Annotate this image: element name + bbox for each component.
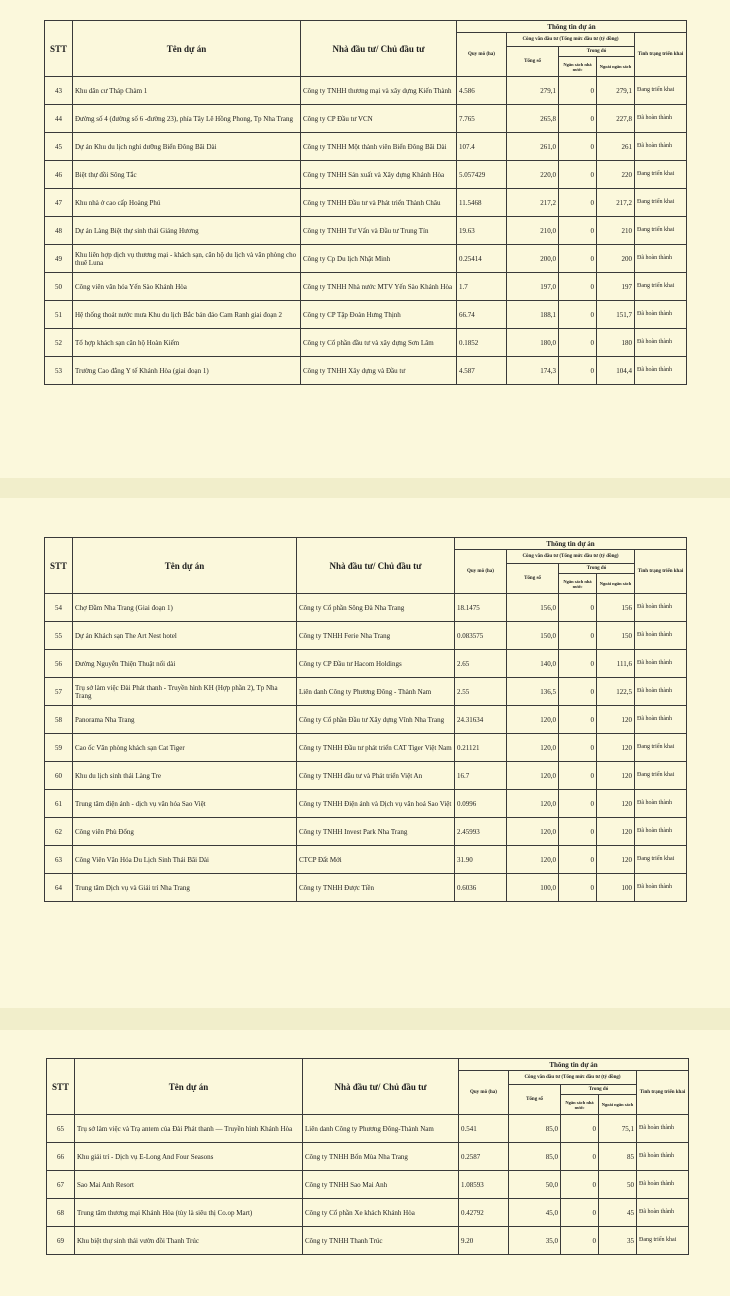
row-stt: 57	[45, 678, 73, 706]
row-status: Đã hoàn thành	[635, 874, 687, 902]
row-status: Đã hoàn thành	[635, 594, 687, 622]
page-gap	[0, 478, 730, 498]
row-total: 140,0	[507, 650, 559, 678]
row-total: 120,0	[507, 762, 559, 790]
row-investor: Công ty Cổ phần Đầu tư Xây dựng Vĩnh Nha Trang	[297, 706, 455, 734]
row-stt: 67	[47, 1171, 75, 1199]
row-status: Đang triển khai	[635, 846, 687, 874]
row-project-name: Dự án Làng Biệt thự sinh thái Giáng Hương	[73, 217, 301, 245]
row-project-name: Dự án Khách sạn The Art Nest hotel	[73, 622, 297, 650]
row-total: 200,0	[507, 245, 559, 273]
table-row	[45, 734, 687, 762]
table-row	[45, 650, 687, 678]
row-investor: Công ty TNHH Điện ảnh và Dịch vụ văn hoá Sao Việt	[297, 790, 455, 818]
row-state-budget: 0	[561, 1143, 599, 1171]
row-investor: Liên danh Công ty Phương Đông - Thành Nam	[297, 678, 455, 706]
row-stt: 51	[45, 301, 73, 329]
row-total: 120,0	[507, 790, 559, 818]
row-non-state-budget: 120	[597, 706, 635, 734]
row-status: Đang triển khai	[635, 161, 687, 189]
row-project-name: Trụ sở làm việc Đài Phát thanh - Truyền hình KH (Hợp phần 2), Tp Nha Trang	[73, 678, 297, 706]
table-row	[45, 874, 687, 902]
row-total: 279,1	[507, 77, 559, 105]
row-investor: Công ty Cổ phần đầu tư và xây dựng Sơn Lâm	[301, 329, 457, 357]
row-area: 4.587	[457, 357, 507, 385]
row-project-name: Đường số 4 (đường số 6 -đường 23), phía Tây Lê Hồng Phong, Tp Nha Trang	[73, 105, 301, 133]
row-non-state-budget: 111,6	[597, 650, 635, 678]
row-non-state-budget: 45	[599, 1199, 637, 1227]
row-project-name: Trung tâm điện ảnh - dịch vụ văn hóa Sao Việt	[73, 790, 297, 818]
row-project-name: Tổ hợp khách sạn căn hộ Hoàn Kiếm	[73, 329, 301, 357]
row-total: 217,2	[507, 189, 559, 217]
row-status: Đang triển khai	[635, 217, 687, 245]
row-total: 120,0	[507, 706, 559, 734]
table-row	[45, 105, 687, 133]
row-status: Đã hoàn thành	[635, 133, 687, 161]
row-non-state-budget: 85	[599, 1143, 637, 1171]
row-status: Đã hoàn thành	[637, 1171, 689, 1199]
row-status: Đang triển khai	[637, 1227, 689, 1255]
of-which-header: Trong đó	[561, 1085, 637, 1095]
table-row	[45, 846, 687, 874]
row-state-budget: 0	[559, 329, 597, 357]
row-stt: 55	[45, 622, 73, 650]
row-status: Đã hoàn thành	[635, 357, 687, 385]
row-project-name: Cao ốc Văn phòng khách sạn Cat Tiger	[73, 734, 297, 762]
row-project-name: Panorama Nha Trang	[73, 706, 297, 734]
table-row	[45, 77, 687, 105]
row-state-budget: 0	[559, 706, 597, 734]
row-state-budget: 0	[559, 790, 597, 818]
row-project-name: Trung tâm Dịch vụ và Giải trí Nha Trang	[73, 874, 297, 902]
row-area: 7.765	[457, 105, 507, 133]
row-state-budget: 0	[559, 245, 597, 273]
row-area: 24.31634	[455, 706, 507, 734]
table-row	[45, 594, 687, 622]
row-state-budget: 0	[561, 1227, 599, 1255]
table-row	[45, 217, 687, 245]
stt-header: STT	[45, 21, 73, 77]
row-total: 120,0	[507, 846, 559, 874]
row-project-name: Sao Mai Anh Resort	[75, 1171, 303, 1199]
row-non-state-budget: 227,8	[597, 105, 635, 133]
area-header: Quy mô (ha)	[459, 1071, 509, 1115]
row-stt: 59	[45, 734, 73, 762]
investor-header: Nhà đầu tư/ Chủ đầu tư	[297, 538, 455, 594]
row-investor: Công ty TNHH Sao Mai Anh	[303, 1171, 459, 1199]
row-state-budget: 0	[559, 734, 597, 762]
row-project-name: Hệ thống thoát nước mưa Khu du lịch Bắc bán đảo Cam Ranh giai đoạn 2	[73, 301, 301, 329]
row-stt: 69	[47, 1227, 75, 1255]
investment-header: Công văn đầu tư (Tổng mức đầu tư (tỷ đồng)	[507, 33, 635, 47]
row-area: 0.21121	[455, 734, 507, 762]
row-total: 174,3	[507, 357, 559, 385]
table-row	[45, 818, 687, 846]
row-total: 265,8	[507, 105, 559, 133]
row-investor: Công ty TNHH Tư Vấn và Đầu tư Trung Tín	[301, 217, 457, 245]
row-stt: 47	[45, 189, 73, 217]
row-status: Đang triển khai	[635, 734, 687, 762]
row-area: 1.08593	[459, 1171, 509, 1199]
row-total: 50,0	[509, 1171, 561, 1199]
row-total: 156,0	[507, 594, 559, 622]
table-row	[45, 678, 687, 706]
row-area: 0.0996	[455, 790, 507, 818]
row-total: 45,0	[509, 1199, 561, 1227]
table-row	[47, 1227, 689, 1255]
row-non-state-budget: 279,1	[597, 77, 635, 105]
project-info-header: Thông tin dự án	[455, 538, 687, 550]
row-project-name: Khu biệt thự sinh thái vườn đồi Thanh Trúc	[75, 1227, 303, 1255]
table-row	[45, 706, 687, 734]
row-status: Đã hoàn thành	[635, 622, 687, 650]
row-non-state-budget: 50	[599, 1171, 637, 1199]
row-area: 0.541	[459, 1115, 509, 1143]
row-project-name: Trung tâm thương mại Khánh Hòa (tùy là siêu thị Co.op Mart)	[75, 1199, 303, 1227]
row-project-name: Trụ sở làm việc và Trạ antem của Đài Phát thanh — Truyền hình Khánh Hòa	[75, 1115, 303, 1143]
investment-header: Công văn đầu tư (Tổng mức đầu tư (tỷ đồng)	[509, 1071, 637, 1085]
row-investor: Công ty TNHH Một thành viên Biển Đông Bãi Dài	[301, 133, 457, 161]
project-name-header: Tên dự án	[73, 21, 301, 77]
row-status: Đang triển khai	[635, 762, 687, 790]
row-state-budget: 0	[559, 133, 597, 161]
row-area: 66.74	[457, 301, 507, 329]
row-total: 180,0	[507, 329, 559, 357]
row-investor: Công ty TNHH đầu tư và Phát triển Việt An	[297, 762, 455, 790]
row-non-state-budget: 220	[597, 161, 635, 189]
row-stt: 50	[45, 273, 73, 301]
row-area: 11.5468	[457, 189, 507, 217]
row-non-state-budget: 151,7	[597, 301, 635, 329]
row-status: Đã hoàn thành	[635, 650, 687, 678]
area-header: Quy mô (ha)	[457, 33, 507, 77]
row-investor: Công ty CP Tập Đoàn Hưng Thịnh	[301, 301, 457, 329]
row-project-name: Khu dân cư Tháp Chàm 1	[73, 77, 301, 105]
row-state-budget: 0	[559, 622, 597, 650]
row-total: 35,0	[509, 1227, 561, 1255]
row-total: 85,0	[509, 1143, 561, 1171]
row-total: 188,1	[507, 301, 559, 329]
total-header: Tổng số	[507, 564, 559, 594]
state-budget-header: Ngân sách nhà nước	[559, 57, 597, 77]
row-investor: Công ty TNHH Invest Park Nha Trang	[297, 818, 455, 846]
row-non-state-budget: 200	[597, 245, 635, 273]
row-state-budget: 0	[559, 846, 597, 874]
project-table-3	[46, 1058, 689, 1255]
row-state-budget: 0	[559, 273, 597, 301]
row-state-budget: 0	[559, 818, 597, 846]
project-info-header: Thông tin dự án	[457, 21, 687, 33]
row-state-budget: 0	[559, 874, 597, 902]
row-status: Đang triển khai	[635, 77, 687, 105]
row-project-name: Khu giải trí - Dịch vụ E-Long And Four Seasons	[75, 1143, 303, 1171]
area-header: Quy mô (ha)	[455, 550, 507, 594]
row-non-state-budget: 100	[597, 874, 635, 902]
row-stt: 61	[45, 790, 73, 818]
row-status: Đã hoàn thành	[637, 1115, 689, 1143]
row-investor: Công ty CP Đầu tư VCN	[301, 105, 457, 133]
total-header: Tổng số	[509, 1085, 561, 1115]
row-stt: 66	[47, 1143, 75, 1171]
row-area: 1.7	[457, 273, 507, 301]
row-investor: Công ty TNHH Thanh Trúc	[303, 1227, 459, 1255]
row-status: Đang triển khai	[635, 189, 687, 217]
status-header: Tình trạng triển khai	[637, 1071, 689, 1115]
row-non-state-budget: 217,2	[597, 189, 635, 217]
row-area: 5.057429	[457, 161, 507, 189]
row-non-state-budget: 180	[597, 329, 635, 357]
state-budget-header: Ngân sách nhà nước	[559, 574, 597, 594]
row-status: Đã hoàn thành	[635, 301, 687, 329]
row-project-name: Chợ Đầm Nha Trang (Giai đoạn 1)	[73, 594, 297, 622]
row-state-budget: 0	[561, 1115, 599, 1143]
row-non-state-budget: 156	[597, 594, 635, 622]
row-state-budget: 0	[559, 650, 597, 678]
row-total: 120,0	[507, 818, 559, 846]
row-investor: Công ty TNHH Sản xuất và Xây dựng Khánh Hòa	[301, 161, 457, 189]
table-row	[45, 245, 687, 273]
row-status: Đã hoàn thành	[635, 245, 687, 273]
row-state-budget: 0	[561, 1171, 599, 1199]
row-area: 0.6036	[455, 874, 507, 902]
table-row	[45, 329, 687, 357]
row-area: 2.45993	[455, 818, 507, 846]
table-row	[45, 189, 687, 217]
row-investor: Công ty TNHH Ferie Nha Trang	[297, 622, 455, 650]
row-stt: 62	[45, 818, 73, 846]
non-state-budget-header: Ngoài ngân sách	[597, 57, 635, 77]
row-status: Đã hoàn thành	[635, 706, 687, 734]
row-area: 107.4	[457, 133, 507, 161]
project-info-header: Thông tin dự án	[459, 1059, 689, 1071]
row-total: 120,0	[507, 734, 559, 762]
row-area: 19.63	[457, 217, 507, 245]
row-total: 197,0	[507, 273, 559, 301]
row-area: 18.1475	[455, 594, 507, 622]
row-project-name: Khu liên hợp dịch vụ thương mại - khách sạn, căn hộ du lịch và văn phòng cho thuê Luna	[73, 245, 301, 273]
row-stt: 60	[45, 762, 73, 790]
row-non-state-budget: 75,1	[599, 1115, 637, 1143]
row-investor: Công ty Cổ phần Sông Đà Nha Trang	[297, 594, 455, 622]
row-stt: 46	[45, 161, 73, 189]
row-project-name: Trường Cao đẳng Y tế Khánh Hòa (giai đoạn 1)	[73, 357, 301, 385]
row-non-state-budget: 120	[597, 790, 635, 818]
stt-header: STT	[47, 1059, 75, 1115]
table-row	[45, 622, 687, 650]
row-total: 261,0	[507, 133, 559, 161]
row-stt: 43	[45, 77, 73, 105]
row-project-name: Công Viên Văn Hóa Du Lịch Sinh Thái Bãi Dài	[73, 846, 297, 874]
row-stt: 52	[45, 329, 73, 357]
table-row	[45, 762, 687, 790]
row-investor: Công ty Cp Du lịch Nhật Minh	[301, 245, 457, 273]
row-stt: 68	[47, 1199, 75, 1227]
row-project-name: Biệt thự đồi Sông Tắc	[73, 161, 301, 189]
row-area: 16.7	[455, 762, 507, 790]
row-stt: 44	[45, 105, 73, 133]
row-non-state-budget: 122,5	[597, 678, 635, 706]
row-investor: Công ty TNHH Xây dựng và Đầu tư	[301, 357, 457, 385]
row-stt: 49	[45, 245, 73, 273]
stt-header: STT	[45, 538, 73, 594]
row-state-budget: 0	[559, 217, 597, 245]
row-project-name: Công viên Phù Đổng	[73, 818, 297, 846]
row-area: 0.083575	[455, 622, 507, 650]
status-header: Tình trạng triển khai	[635, 33, 687, 77]
row-project-name: Công viên văn hóa Yến Sào Khánh Hòa	[73, 273, 301, 301]
table-row	[45, 273, 687, 301]
row-non-state-budget: 35	[599, 1227, 637, 1255]
row-stt: 64	[45, 874, 73, 902]
row-stt: 65	[47, 1115, 75, 1143]
table-row	[45, 790, 687, 818]
project-name-header: Tên dự án	[75, 1059, 303, 1115]
investment-header: Công văn đầu tư (Tổng mức đầu tư (tỷ đồng)	[507, 550, 635, 564]
row-project-name: Khu nhà ở cao cấp Hoàng Phú	[73, 189, 301, 217]
row-status: Đang triển khai	[635, 273, 687, 301]
row-total: 85,0	[509, 1115, 561, 1143]
row-non-state-budget: 104,4	[597, 357, 635, 385]
row-state-budget: 0	[559, 77, 597, 105]
row-total: 210,0	[507, 217, 559, 245]
row-state-budget: 0	[559, 105, 597, 133]
row-area: 31.90	[455, 846, 507, 874]
row-non-state-budget: 120	[597, 762, 635, 790]
row-state-budget: 0	[559, 161, 597, 189]
row-non-state-budget: 261	[597, 133, 635, 161]
investor-header: Nhà đầu tư/ Chủ đầu tư	[303, 1059, 459, 1115]
row-stt: 48	[45, 217, 73, 245]
row-state-budget: 0	[559, 357, 597, 385]
project-table-2	[44, 537, 687, 902]
investor-header: Nhà đầu tư/ Chủ đầu tư	[301, 21, 457, 77]
row-non-state-budget: 120	[597, 846, 635, 874]
row-status: Đã hoàn thành	[637, 1199, 689, 1227]
row-investor: Công ty TNHH Được Tiền	[297, 874, 455, 902]
table-row	[47, 1171, 689, 1199]
row-investor: Công ty TNHH thương mại và xây dựng Kiến Thành	[301, 77, 457, 105]
row-total: 220,0	[507, 161, 559, 189]
table-row	[45, 301, 687, 329]
project-name-header: Tên dự án	[73, 538, 297, 594]
row-state-budget: 0	[559, 594, 597, 622]
row-stt: 54	[45, 594, 73, 622]
row-status: Đã hoàn thành	[635, 678, 687, 706]
state-budget-header: Ngân sách nhà nước	[561, 1095, 599, 1115]
row-investor: CTCP Đất Mới	[297, 846, 455, 874]
row-non-state-budget: 120	[597, 734, 635, 762]
of-which-header: Trong đó	[559, 47, 635, 57]
row-state-budget: 0	[559, 762, 597, 790]
row-project-name: Đường Nguyễn Thiện Thuật nối dài	[73, 650, 297, 678]
non-state-budget-header: Ngoài ngân sách	[599, 1095, 637, 1115]
table-row	[45, 133, 687, 161]
table-row	[45, 161, 687, 189]
table-row	[45, 357, 687, 385]
total-header: Tổng số	[507, 47, 559, 77]
row-status: Đã hoàn thành	[637, 1143, 689, 1171]
row-state-budget: 0	[559, 301, 597, 329]
row-stt: 56	[45, 650, 73, 678]
row-state-budget: 0	[559, 189, 597, 217]
row-area: 0.1852	[457, 329, 507, 357]
row-area: 4.586	[457, 77, 507, 105]
status-header: Tình trạng triển khai	[635, 550, 687, 594]
row-total: 136,5	[507, 678, 559, 706]
row-investor: Công ty CP Đầu tư Hacom Holdings	[297, 650, 455, 678]
row-non-state-budget: 150	[597, 622, 635, 650]
row-investor: Công ty TNHH Đầu tư và Phát triển Thành Châu	[301, 189, 457, 217]
non-state-budget-header: Ngoài ngân sách	[597, 574, 635, 594]
row-stt: 45	[45, 133, 73, 161]
row-project-name: Dự án Khu du lịch nghỉ dưỡng Biển Đông Bãi Dài	[73, 133, 301, 161]
row-investor: Công ty TNHH Bốn Mùa Nha Trang	[303, 1143, 459, 1171]
table-row	[47, 1199, 689, 1227]
row-investor: Liên danh Công ty Phương Đông-Thành Nam	[303, 1115, 459, 1143]
row-status: Đã hoàn thành	[635, 790, 687, 818]
project-table-1	[44, 20, 687, 385]
row-total: 100,0	[507, 874, 559, 902]
row-state-budget: 0	[561, 1199, 599, 1227]
page-gap	[0, 1008, 730, 1030]
row-status: Đã hoàn thành	[635, 818, 687, 846]
row-project-name: Khu du lịch sinh thái Làng Tre	[73, 762, 297, 790]
row-status: Đã hoàn thành	[635, 105, 687, 133]
row-total: 150,0	[507, 622, 559, 650]
row-non-state-budget: 120	[597, 818, 635, 846]
row-investor: Công ty TNHH Đầu tư phát triển CAT Tiger Việt Nam	[297, 734, 455, 762]
row-investor: Công ty Cổ phần Xe khách Khánh Hòa	[303, 1199, 459, 1227]
row-non-state-budget: 210	[597, 217, 635, 245]
of-which-header: Trong đó	[559, 564, 635, 574]
row-state-budget: 0	[559, 678, 597, 706]
row-non-state-budget: 197	[597, 273, 635, 301]
row-investor: Công ty TNHH Nhà nước MTV Yến Sào Khánh Hòa	[301, 273, 457, 301]
row-area: 0.42792	[459, 1199, 509, 1227]
row-area: 0.25414	[457, 245, 507, 273]
row-area: 2.65	[455, 650, 507, 678]
row-area: 0.2587	[459, 1143, 509, 1171]
row-area: 9.20	[459, 1227, 509, 1255]
row-area: 2.55	[455, 678, 507, 706]
row-stt: 58	[45, 706, 73, 734]
table-row	[47, 1143, 689, 1171]
row-status: Đã hoàn thành	[635, 329, 687, 357]
row-stt: 63	[45, 846, 73, 874]
row-stt: 53	[45, 357, 73, 385]
table-row	[47, 1115, 689, 1143]
